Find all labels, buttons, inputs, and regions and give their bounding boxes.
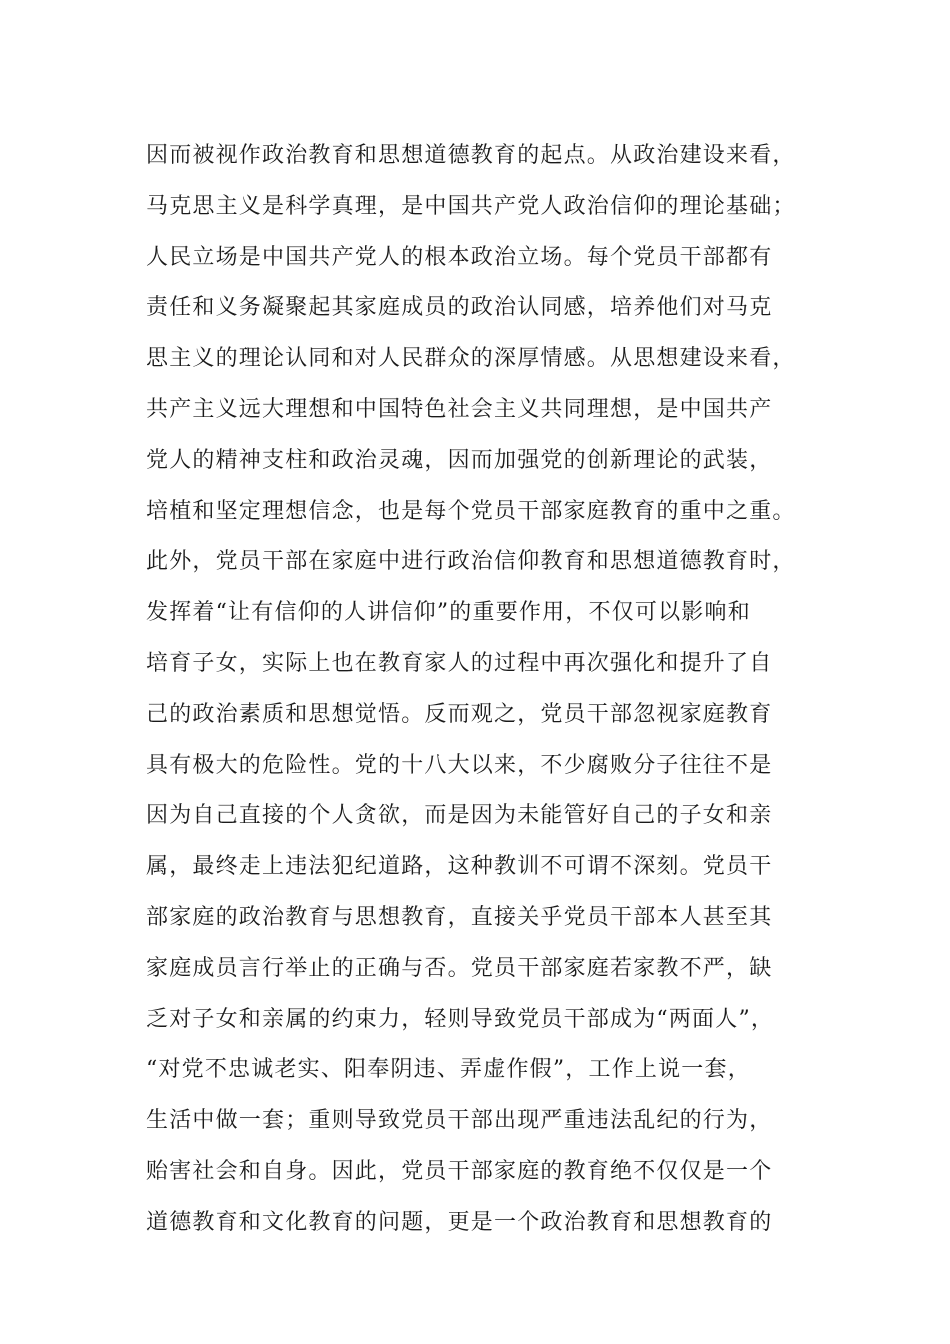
text-line: “对党不忠诚老实、阳奉阴违、弄虚作假”，工作上说一套， [146, 1057, 751, 1083]
text-line: 马克思主义是科学真理，是中国共产党人政治信仰的理论基础； [146, 193, 796, 219]
text-line: 发挥着“让有信仰的人讲信仰”的重要作用，不仅可以影响和 [146, 600, 751, 626]
text-line: 人民立场是中国共产党人的根本政治立场。每个党员干部都有 [146, 244, 773, 270]
text-line: 贻害社会和自身。因此，党员干部家庭的教育绝不仅仅是一个 [146, 1158, 773, 1184]
text-line: 共产主义远大理想和中国特色社会主义共同理想，是中国共产 [146, 396, 773, 422]
text-line: 生活中做一套；重则导致党员干部出现严重违法乱纪的行为， [146, 1108, 773, 1134]
text-line: 属，最终走上违法犯纪道路，这种教训不可谓不深刻。党员干 [146, 854, 773, 880]
text-line: 家庭成员言行举止的正确与否。党员干部家庭若家教不严，缺 [146, 955, 773, 981]
text-line: 此外，党员干部在家庭中进行政治信仰教育和思想道德教育时， [146, 549, 796, 575]
text-line: 因为自己直接的个人贪欲，而是因为未能管好自己的子女和亲 [146, 803, 773, 829]
text-line: 己的政治素质和思想觉悟。反而观之，党员干部忽视家庭教育 [146, 701, 773, 727]
text-line: 乏对子女和亲属的约束力，轻则导致党员干部成为“两面人”， [146, 1006, 775, 1032]
text-line: 具有极大的危险性。党的十八大以来，不少腐败分子往往不是 [146, 752, 773, 778]
text-line: 思主义的理论认同和对人民群众的深厚情感。从思想建设来看， [146, 346, 796, 372]
text-line: 因而被视作政治教育和思想道德教育的起点。从政治建设来看， [146, 143, 796, 168]
text-line: 部家庭的政治教育与思想教育，直接关乎党员干部本人甚至其 [146, 904, 773, 930]
text-line: 培育子女，实际上也在教育家人的过程中再次强化和提升了自 [146, 650, 773, 676]
text-line: 培植和坚定理想信念，也是每个党员干部家庭教育的重中之重。 [146, 498, 796, 524]
text-line: 责任和义务凝聚起其家庭成员的政治认同感，培养他们对马克 [146, 295, 773, 321]
text-line: 道德教育和文化教育的问题，更是一个政治教育和思想教育的 [146, 1209, 773, 1235]
body-text [146, 131, 816, 1249]
text-line: 党人的精神支柱和政治灵魂，因而加强党的创新理论的武装， [146, 447, 773, 473]
